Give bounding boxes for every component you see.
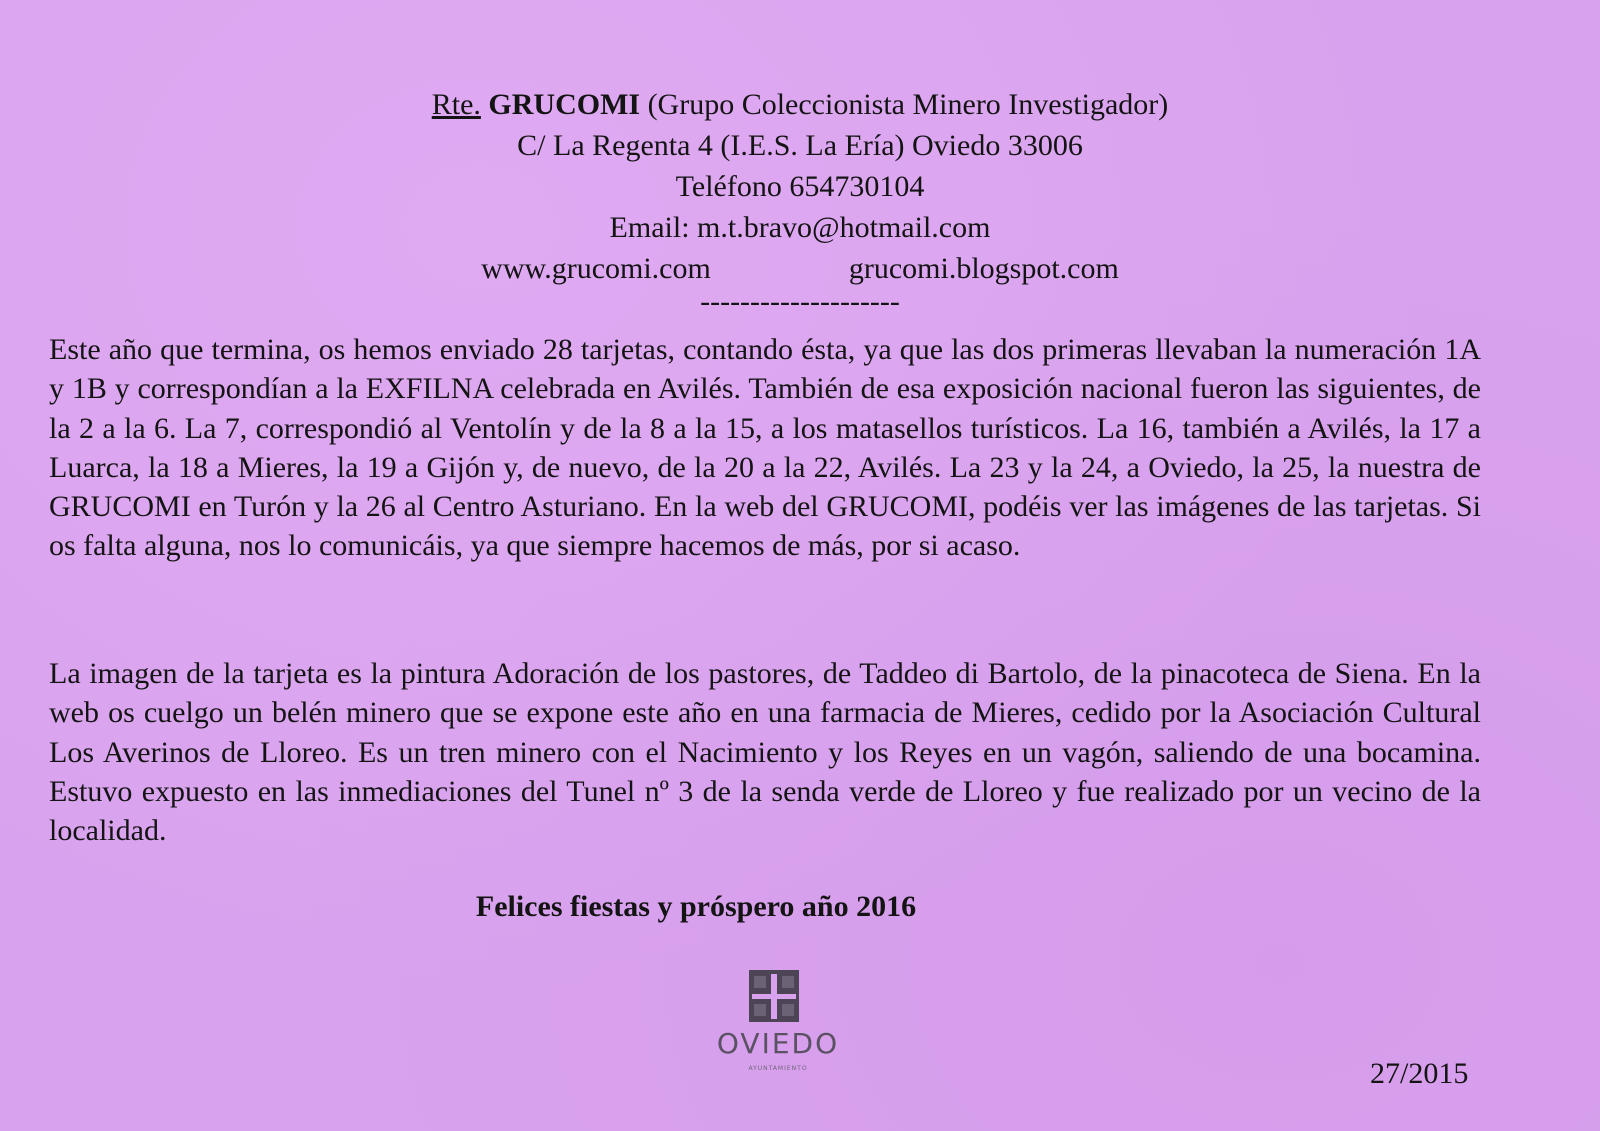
sender-name: GRUCOMI <box>488 88 641 121</box>
header-divider: -------------------- <box>700 285 900 318</box>
oviedo-cross-emblem-icon <box>749 970 799 1022</box>
paragraph-card-image: La imagen de la tarjeta es la pintura Adoración de los pastores, de Taddeo di Bartolo, de la pinacoteca de Siena. En la web os cuelgo un belén minero que se expone este año en una farmacia de Mieres, cedido por la Asociación Cultural Los Averinos de Lloreo. Es un tren minero con el Nacimiento y los Reyes en un vagón, saliendo de una bocamina. Estuvo expuesto en las inmediaciones del Tunel nº 3 de la senda verde de Lloreo y fue realizado por un vecino de la localidad. <box>49 657 1481 848</box>
sender-email: Email: m.t.bravo@hotmail.com <box>609 211 991 244</box>
sender-header <box>0 84 1600 289</box>
sender-phone: Teléfono 654730104 <box>675 170 925 203</box>
website-link: www.grucomi.com <box>481 252 711 285</box>
card-number: 27/2015 <box>1370 1057 1469 1090</box>
logo-subtitle: AYUNTAMIENTO <box>748 1065 808 1072</box>
sender-web-links <box>0 248 1600 289</box>
logo-wordmark: OVIEDO <box>716 1027 840 1060</box>
sender-prefix: Rte. <box>431 88 481 121</box>
sender-address: C/ La Regenta 4 (I.E.S. La Ería) Oviedo 33006 <box>517 129 1083 162</box>
paragraph-cards-summary: Este año que termina, os hemos enviado 28 tarjetas, contando ésta, ya que las dos primeras llevaban la numeración 1A y 1B y correspondían a la EXFILNA celebrada en Avilés. También de esa exposición nacional fueron las siguientes, de la 2 a la 6. La 7, correspondió al Ventolín y de la 8 a la 15, a los matasellos turísticos. La 16, también a Avilés, la 17 a Luarca, la 18 a Mieres, la 19 a Gijón y, de nuevo, de la 20 a la 22, Avilés. La 23 y la 24, a Oviedo, la 25, la nuestra de GRUCOMI en Turón y la 26 al Centro Asturiano. En la web del GRUCOMI, podéis ver las imágenes de las tarjetas. Si os falta alguna, nos lo comunicáis, ya que siempre hacemos de más, por si acaso. <box>49 333 1481 563</box>
blog-link: grucomi.blogspot.com <box>848 252 1119 285</box>
greeting: Felices fiestas y próspero año 2016 <box>475 890 917 923</box>
oviedo-logo <box>703 966 863 1084</box>
sender-line <box>0 84 1600 125</box>
sender-fullname: (Grupo Coleccionista Minero Investigador) <box>647 88 1169 121</box>
